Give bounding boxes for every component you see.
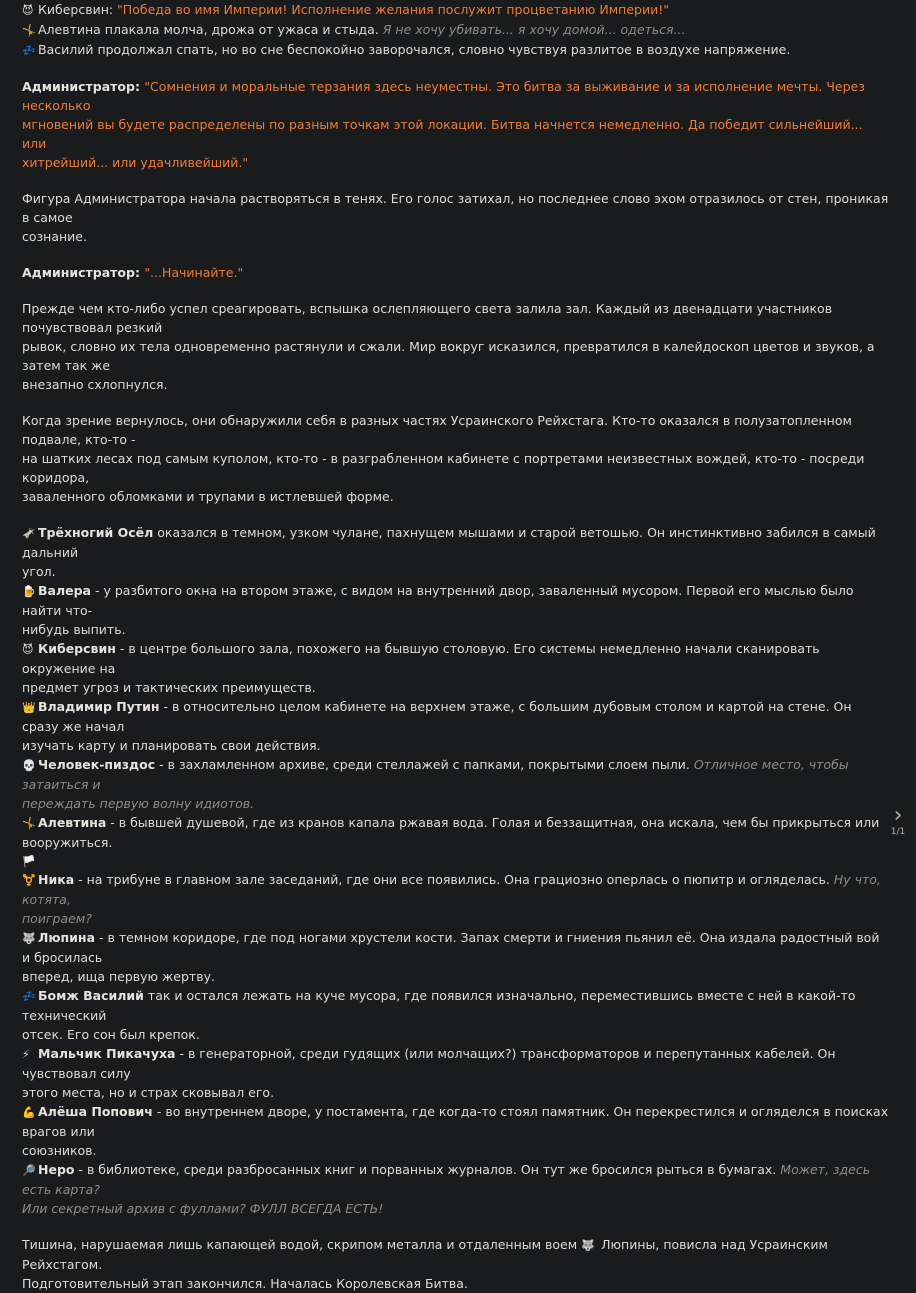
thought: Отличное место, чтобы затаиться и bbox=[22, 757, 849, 792]
wolf-icon: 🐺 bbox=[581, 1239, 595, 1252]
thought: переждать первую волну идиотов. bbox=[22, 796, 255, 811]
participant-name: Ника bbox=[38, 872, 75, 887]
narration: Люпины, повисла над Усраинским Рейхстагом. bbox=[22, 1237, 828, 1272]
participant-name: Неро bbox=[38, 1162, 75, 1177]
participant-text: предмет угроз и тактических преимуществ. bbox=[22, 680, 316, 695]
participant-line bbox=[22, 852, 890, 909]
participant-name: Бомж Василий bbox=[38, 988, 144, 1003]
participant-text: - в бывшей душевой, где из кранов капала ржавая вода. Голая и беззащитная, она искала, чем бы прикрыться или bbox=[106, 815, 880, 830]
chat-message bbox=[22, 0, 890, 1293]
narration-line: на шатких лесах под самым куполом, кто-то - в разграбленном кабинете с портретами неизвестных вождей, кто-то - посреди коридора, bbox=[22, 451, 865, 485]
participant-line bbox=[22, 1044, 890, 1083]
participant-line bbox=[22, 986, 890, 1025]
message-pager bbox=[888, 803, 908, 838]
participant-text: нибудь выпить. bbox=[22, 622, 126, 637]
participant-name: Трёхногий Осёл bbox=[38, 525, 154, 540]
participant-text: - в центре большого зала, похожего на бывшую столовую. Его системы немедленно начали сканировать окружение на bbox=[22, 641, 820, 676]
participant-text: - у разбитого окна на втором этаже, с видом на внутренний двор, заваленный мусором. Первой его мыслью было найти что- bbox=[22, 583, 854, 618]
participant-text: - в захламленном архиве, среди стеллажей с папками, покрытыми слоем пыли. bbox=[155, 757, 694, 772]
thought: Или секретный архив с фуллами? ФУЛЛ ВСЕГДА ЕСТЬ! bbox=[22, 1201, 384, 1216]
narration: Тишина, нарушаемая лишь капающей водой, скрипом металла и отдаленным воем bbox=[22, 1237, 582, 1252]
devil-icon: 😈 bbox=[22, 4, 34, 17]
participant-name: Алевтина bbox=[38, 815, 107, 830]
participant-line bbox=[22, 697, 890, 736]
crown-icon: 👑 bbox=[22, 701, 36, 714]
participant-name: Люпина bbox=[38, 930, 96, 945]
participant-name: Владимир Путин bbox=[38, 699, 160, 714]
narration-line: Фигура Администратора начала растворяться в тенях. Его голос затихал, но последнее слово эхом отразилось от стен, проникая в самое bbox=[22, 191, 889, 225]
biceps-icon: 💪 bbox=[22, 1106, 36, 1119]
line-vasily bbox=[22, 40, 890, 60]
participant-line bbox=[22, 928, 890, 967]
narration-line: Прежде чем кто-либо успел среагировать, вспышка ослепляющего света залила зал. Каждый из двенадцати участников почувствовал резкий bbox=[22, 301, 833, 335]
participant-name: Валера bbox=[38, 583, 91, 598]
admin-speech-1 bbox=[22, 77, 890, 115]
speaker-name: Администратор: bbox=[22, 265, 145, 280]
speaker-quote-line: хитрейший... или удачливейший." bbox=[22, 155, 249, 170]
chevron-right-icon[interactable]: › bbox=[893, 803, 903, 828]
participant-text: угол. bbox=[22, 564, 56, 579]
participant-line bbox=[22, 581, 890, 620]
narration-line: внезапно схлопнулся. bbox=[22, 377, 168, 392]
sleep-icon: 💤 bbox=[22, 44, 36, 57]
participant-text: вооружиться. bbox=[22, 835, 113, 850]
sleep-icon: 💤 bbox=[22, 990, 36, 1003]
beer-icon: 🍺 bbox=[22, 585, 36, 598]
magnifier-icon: 🔎 bbox=[22, 1164, 36, 1177]
devil-icon: 😈 bbox=[22, 643, 34, 656]
participant-text: - в генераторной, среди гудящих (или молчащих?) трансформаторов и перепутанных кабелей. Он чувствовал силу bbox=[22, 1046, 836, 1081]
participant-text: - в темном коридоре, где под ногами хрустели кости. Запах смерти и гниения пьянил её. Она издала радостный вой и бросилась bbox=[22, 930, 880, 965]
narration: Василий продолжал спать, но во сне беспокойно заворочался, словно чувствуя разлитое в воздухе напряжение. bbox=[38, 42, 791, 57]
lightning-icon: ⚡ bbox=[22, 1048, 30, 1061]
speaker-quote: "...Начинайте." bbox=[144, 265, 244, 280]
participant-text: союзников. bbox=[22, 1143, 97, 1158]
participant-line bbox=[22, 1160, 890, 1199]
participant-text: - в относительно целом кабинете на верхнем этаже, с большим дубовым столом и картой на стене. Он сразу же начал bbox=[22, 699, 852, 734]
participant-name: Киберсвин bbox=[38, 641, 116, 656]
participant-line bbox=[22, 1102, 890, 1141]
speaker-quote: "Победа во имя Империи! Исполнение желания послужит процветанию Империи!" bbox=[117, 2, 669, 17]
participant-text: - во внутреннем дворе, у постамента, где когда-то стоял памятник. Он перекрестился и огляделся в поисках врагов или bbox=[22, 1104, 889, 1139]
participant-name: Человек-пиздос bbox=[38, 757, 156, 772]
ending-line bbox=[22, 1235, 890, 1274]
admin-speech-2 bbox=[22, 263, 890, 282]
page-count: 1/1 bbox=[890, 827, 906, 837]
narration-line: Когда зрение вернулось, они обнаружили себя в разных частях Усраинского Рейхстага. Кто-то оказался в полузатопленном подвале, кто-то - bbox=[22, 413, 852, 447]
speaker-quote-line: "Сомнения и моральные терзания здесь неуместны. Это битва за выживание и за исполнение мечты. Через несколько bbox=[22, 79, 865, 113]
line-alevtina bbox=[22, 20, 890, 40]
participant-text: оказался в темном, узком чулане, пахнущем мышами и старой ветошью. Он инстинктивно забился в самый дальний bbox=[22, 525, 876, 560]
participant-text: изучать карту и планировать свои действия. bbox=[22, 738, 321, 753]
participant-name: Алёша Попович bbox=[38, 1104, 153, 1119]
participant-name: Мальчик Пикачуха bbox=[38, 1046, 176, 1061]
participant-line bbox=[22, 813, 890, 833]
participant-line bbox=[22, 755, 890, 794]
thought: поиграем? bbox=[22, 911, 92, 926]
participant-text: так и остался лежать на куче мусора, где появился изначально, переместившись вместе с ней в какой-то технический bbox=[22, 988, 856, 1023]
speaker-name: Администратор: bbox=[22, 79, 145, 94]
participant-text: вперед, ища первую жертву. bbox=[22, 969, 215, 984]
cartwheel-icon: 🤸 bbox=[22, 24, 36, 37]
participant-text: - в библиотеке, среди разбросанных книг и порванных журналов. Он тут же бросился рыться в бумагах. bbox=[74, 1162, 781, 1177]
thought: Я не хочу убивать... я хочу домой... одеться... bbox=[382, 22, 686, 37]
participant-text: этого места, но и страх сковывал его. bbox=[22, 1085, 275, 1100]
participant-line bbox=[22, 523, 890, 562]
ending-line: Подготовительный этап закончился. Началась Королевская Битва. bbox=[22, 1276, 468, 1291]
line-cyberpig bbox=[22, 0, 890, 20]
participant-text: отсек. Его сон был крепок. bbox=[22, 1027, 200, 1042]
skull-icon: 💀 bbox=[22, 759, 36, 772]
participant-line bbox=[22, 639, 890, 678]
narration: Алевтина плакала молча, дрожа от ужаса и стыда. bbox=[38, 22, 383, 37]
thought: Может, здесь есть карта? bbox=[22, 1162, 871, 1197]
flag-icon: 🏳️⚧️ bbox=[22, 855, 36, 887]
speaker-quote-line: мгновений вы будете распределены по разным точкам этой локации. Битва начнется немедленно. Да победит сильнейший... или bbox=[22, 117, 863, 151]
speaker-name: Киберсвин: bbox=[38, 2, 118, 17]
thought: Ну что, котята, bbox=[22, 872, 881, 907]
participant-text: - на трибуне в главном зале заседаний, где они все появились. Она грациозно оперлась о пюпитр и огляделась. bbox=[74, 872, 834, 887]
donkey-icon: 🫏 bbox=[22, 527, 36, 540]
narration-line: заваленного обломками и трупами в истлевшей форме. bbox=[22, 489, 394, 504]
narration-line: сознание. bbox=[22, 229, 87, 244]
narration-line: рывок, словно их тела одновременно растянули и сжали. Мир вокруг исказился, превратился в калейдоскоп цветов и звуков, а затем так же bbox=[22, 339, 875, 373]
cartwheel-icon: 🤸 bbox=[22, 817, 36, 830]
wolf-icon: 🐺 bbox=[22, 932, 36, 945]
